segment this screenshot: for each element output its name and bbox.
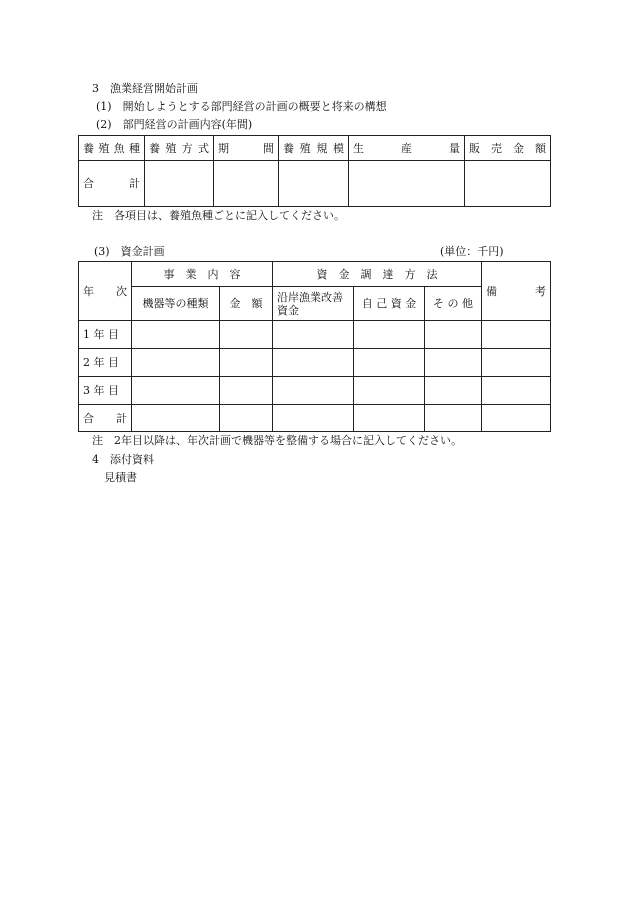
year-2-own-funds-cell[interactable] <box>354 349 425 377</box>
equipment-type-header: 機器等の種類 <box>132 287 220 321</box>
year-1-own-funds-cell[interactable] <box>354 321 425 349</box>
own-funds-header: 自 己 資 金 <box>354 287 425 321</box>
total-own-funds-cell[interactable] <box>354 405 425 432</box>
section-4-heading: 4 添付資料 <box>92 453 154 466</box>
year-3-other-cell[interactable] <box>425 377 482 405</box>
attachment-quotation: 見積書 <box>104 471 137 484</box>
funding-row-total <box>79 405 551 432</box>
funding-method-header: 資 金 調 達 方 法 <box>273 262 482 287</box>
year-2-coastal-fund-cell[interactable] <box>273 349 354 377</box>
year-3-equipment-cell[interactable] <box>132 377 220 405</box>
coastal-fund-header: 沿岸漁業改善資金 <box>273 287 354 321</box>
year-2-other-cell[interactable] <box>425 349 482 377</box>
funding-header-row-2 <box>79 287 551 321</box>
total-sales-cell[interactable] <box>465 161 551 207</box>
total-remarks-cell[interactable] <box>482 405 551 432</box>
year-3-coastal-fund-cell[interactable] <box>273 377 354 405</box>
year-3-own-funds-cell[interactable] <box>354 377 425 405</box>
header-species: 養殖魚種 <box>79 136 145 161</box>
plan-content-header-row <box>79 136 551 161</box>
total-equipment-cell[interactable] <box>132 405 220 432</box>
year-3-amount-cell[interactable] <box>220 377 273 405</box>
section-3-item-2: (2) 部門経営の計画内容(年間) <box>96 118 253 131</box>
note-2: 注 2年目以降は、年次計画で機器等を整備する場合に記入してください。 <box>92 434 462 447</box>
header-period: 期 間 <box>214 136 279 161</box>
total-label: 合 計 <box>79 161 145 207</box>
row-label-year-2: 2 年 目 <box>79 349 132 377</box>
year-3-remarks-cell[interactable] <box>482 377 551 405</box>
header-sales: 販 売 金 額 <box>465 136 551 161</box>
funding-row-year-2 <box>79 349 551 377</box>
header-method: 養 殖 方 式 <box>145 136 214 161</box>
remarks-header: 備 考 <box>482 262 551 321</box>
funding-plan-unit: (単位：千円) <box>440 245 504 258</box>
funding-plan-table <box>78 261 551 432</box>
row-label-year-1: 1 年 目 <box>79 321 132 349</box>
total-amount-cell[interactable] <box>220 405 273 432</box>
year-2-amount-cell[interactable] <box>220 349 273 377</box>
row-label-year-3: 3 年 目 <box>79 377 132 405</box>
total-coastal-fund-cell[interactable] <box>273 405 354 432</box>
year-1-amount-cell[interactable] <box>220 321 273 349</box>
note-1: 注 各項目は、養殖魚種ごとに記入してください。 <box>92 209 345 222</box>
year-header: 年 次 <box>79 262 132 321</box>
section-3-heading: 3 漁業経営開始計画 <box>92 82 198 95</box>
total-other-cell[interactable] <box>425 405 482 432</box>
year-1-equipment-cell[interactable] <box>132 321 220 349</box>
row-label-total: 合 計 <box>79 405 132 432</box>
plan-content-table <box>78 135 551 207</box>
year-2-remarks-cell[interactable] <box>482 349 551 377</box>
year-1-remarks-cell[interactable] <box>482 321 551 349</box>
funding-plan-title: (3) 資金計画 <box>94 245 165 258</box>
total-scale-cell[interactable] <box>279 161 349 207</box>
plan-content-total-row <box>79 161 551 207</box>
year-1-other-cell[interactable] <box>425 321 482 349</box>
amount-header: 金 額 <box>220 287 273 321</box>
funding-row-year-3 <box>79 377 551 405</box>
other-funds-header: そ の 他 <box>425 287 482 321</box>
header-scale: 養殖規模 <box>279 136 349 161</box>
section-3-item-1: (1) 開始しようとする部門経営の計画の概要と将来の構想 <box>96 100 387 113</box>
funding-row-year-1 <box>79 321 551 349</box>
total-period-cell[interactable] <box>214 161 279 207</box>
year-1-coastal-fund-cell[interactable] <box>273 321 354 349</box>
year-2-equipment-cell[interactable] <box>132 349 220 377</box>
funding-header-row-1 <box>79 262 551 287</box>
business-content-header: 事 業 内 容 <box>132 262 273 287</box>
total-method-cell[interactable] <box>145 161 214 207</box>
header-production: 生 産 量 <box>349 136 465 161</box>
total-production-cell[interactable] <box>349 161 465 207</box>
